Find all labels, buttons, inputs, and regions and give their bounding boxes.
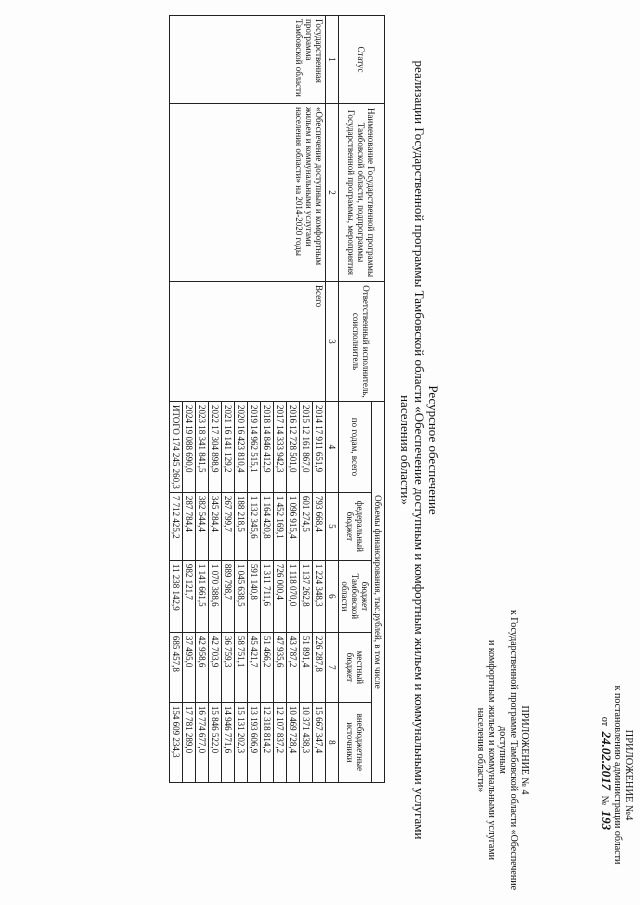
year-label: 2019 [249, 405, 259, 423]
offbudget-cell: 12 107 837,2 [274, 702, 287, 782]
local-cell: 47 935,6 [274, 632, 287, 702]
federal-cell: 382 544,4 [196, 492, 209, 560]
regional-cell: 1 070 388,6 [209, 560, 222, 632]
appendix-subtitle: к постановлению администрации области [612, 685, 623, 865]
header-executor: Ответственный исполнитель, соисполнитель [339, 282, 385, 402]
local-cell: 51 466,2 [261, 632, 274, 702]
year-total-cell [196, 402, 209, 493]
federal-cell: 287 784,4 [183, 492, 196, 560]
year-label: 2020 [236, 405, 246, 423]
date-value: 24.02.2017 [599, 731, 614, 791]
executor-cell: Всего [170, 282, 326, 402]
offbudget-cell: 15 846 522,0 [209, 702, 222, 782]
col-number: 6 [326, 560, 339, 632]
header-local: местный бюджет [339, 632, 372, 702]
year-total-cell [183, 402, 196, 493]
program-line-4: населения области» [475, 707, 486, 793]
federal-cell: 345 284,4 [209, 492, 222, 560]
offbudget-cell: 13 193 606,9 [248, 702, 261, 782]
federal-cell: 1 132 345,6 [248, 492, 261, 560]
program-line-2: к Государственной программе Тамбовской области «Обеспечение доступным [497, 609, 519, 891]
offbudget-cell: 10 371 438,3 [300, 702, 313, 782]
year-label: 2018 [262, 405, 272, 423]
year-total-cell [248, 402, 261, 493]
regional-cell: 1 118 070,0 [287, 560, 300, 632]
federal-cell: 188 218,5 [235, 492, 248, 560]
offbudget-cell: 14 946 771,6 [222, 702, 235, 782]
local-cell: 43 787,2 [287, 632, 300, 702]
total-value: 14 333 942,3 [275, 425, 285, 473]
local-cell: 226 287,8 [313, 632, 326, 702]
table-row [313, 16, 326, 783]
federal-cell: 1 164 420,8 [261, 492, 274, 560]
local-cell: 685 457,8 [170, 632, 183, 702]
title-line-2: реализации Государственной программы Тамбовской области «Обеспечение доступным и комфортным жильем и коммунальными услугами [412, 60, 427, 840]
total-value: 14 962 515,1 [249, 425, 259, 473]
federal-cell: 7 712 425,2 [170, 492, 183, 560]
number-value: 193 [599, 810, 614, 831]
local-cell: 36 759,3 [222, 632, 235, 702]
local-cell: 51 891,4 [300, 632, 313, 702]
year-label: 2016 [288, 405, 298, 423]
year-total-cell [222, 402, 235, 493]
total-value: 16 141 129,2 [223, 425, 233, 473]
header-offbudget: внебюджетные источники [339, 702, 372, 782]
offbudget-cell: 15 131 202,3 [235, 702, 248, 782]
year-total-cell [261, 402, 274, 493]
col-number: 1 [326, 16, 339, 104]
year-label: 2021 [223, 405, 233, 423]
local-cell: 42 958,6 [196, 632, 209, 702]
appendix-title: ПРИЛОЖЕНИЕ №4 [623, 729, 634, 821]
header-name: Наименование Государственной программы Тамбовской области, подпрограммы Государственной программы, мероприятия [339, 104, 385, 282]
header-volume: Объемы финансирования, тыс.рублей, в том числе [372, 402, 385, 783]
regional-cell: 1 045 638,5 [235, 560, 248, 632]
offbudget-cell: 10 469 728,4 [287, 702, 300, 782]
col-number: 7 [326, 632, 339, 702]
regional-cell: 1 141 661,5 [196, 560, 209, 632]
total-value: 12 161 867,0 [301, 425, 311, 473]
total-value: 14 846 412,9 [262, 425, 272, 473]
total-value: 18 341 841,5 [197, 425, 207, 473]
regional-cell: 1 311 711,6 [261, 560, 274, 632]
col-number: 5 [326, 492, 339, 560]
program-line-3: и комфортным жильем и коммунальными услугами [486, 639, 497, 861]
regional-cell: 889 798,7 [222, 560, 235, 632]
year-label: 2015 [301, 405, 311, 423]
federal-cell: 793 668,4 [313, 492, 326, 560]
program-name-cell: «Обеспечение доступным и комфортным жильем и коммунальными услугами населения области» на 2014-2020 годы [170, 104, 326, 282]
total-value: 17 304 898,9 [210, 425, 220, 473]
col-number: 3 [326, 282, 339, 402]
year-total-cell [287, 402, 300, 493]
appendix-date-line [599, 650, 612, 900]
year-label: 2023 [197, 405, 207, 423]
year-total-cell [170, 402, 183, 493]
offbudget-cell: 12 318 814,2 [261, 702, 274, 782]
header-federal: федеральный бюджет [339, 492, 372, 560]
col-number: 8 [326, 702, 339, 782]
regional-cell: 11 238 142,9 [170, 560, 183, 632]
regional-cell: 1 224 348,3 [313, 560, 326, 632]
header-by-year: по годам, всего [339, 402, 372, 493]
status-cell: Государственная программа Тамбовской области [170, 16, 326, 104]
year-total-cell [300, 402, 313, 493]
regional-cell: 982 121,7 [183, 560, 196, 632]
number-prefix: № [599, 795, 610, 806]
offbudget-cell: 16 774 677,0 [196, 702, 209, 782]
document-title [398, 20, 440, 880]
year-label: 2022 [210, 405, 220, 423]
year-total-cell [313, 402, 326, 493]
local-cell: 45 421,7 [248, 632, 261, 702]
program-appendix-title: ПРИЛОЖЕНИЕ № 4 [519, 705, 530, 795]
header-regional: бюджет Тамбовской области [339, 560, 372, 632]
total-value: 17 911 651,9 [314, 425, 324, 473]
program-header [475, 600, 530, 900]
year-total-cell [209, 402, 222, 493]
year-label: 2014 [314, 405, 324, 423]
offbudget-cell: 17 781 289,0 [183, 702, 196, 782]
year-total-cell [235, 402, 248, 493]
header-status: Статус [339, 16, 385, 104]
federal-cell: 267 799,7 [222, 492, 235, 560]
year-total-cell [274, 402, 287, 493]
appendix-header [599, 650, 634, 900]
year-label: ИТОГО [171, 405, 181, 435]
offbudget-cell: 15 667 347,4 [313, 702, 326, 782]
local-cell: 42 703,9 [209, 632, 222, 702]
regional-cell: 591 140,8 [248, 560, 261, 632]
federal-cell: 601 274,5 [300, 492, 313, 560]
regional-cell: 726 000,4 [274, 560, 287, 632]
federal-cell: 1 452 169,1 [274, 492, 287, 560]
total-value: 16 423 810,4 [236, 425, 246, 473]
regional-cell: 1 137 262,8 [300, 560, 313, 632]
total-value: 174 245 260,3 [171, 437, 181, 489]
local-cell: 58 751,1 [235, 632, 248, 702]
resource-table [169, 15, 385, 783]
date-prefix: от [599, 716, 610, 727]
title-line-1: Ресурсное обеспечение [426, 385, 441, 515]
total-value: 19 088 690,0 [184, 425, 194, 473]
total-value: 12 728 501,0 [288, 425, 298, 473]
local-cell: 37 495,0 [183, 632, 196, 702]
title-line-3: населения области» [398, 395, 413, 505]
col-number: 2 [326, 104, 339, 282]
offbudget-cell: 154 609 234,3 [170, 702, 183, 782]
year-label: 2024 [184, 405, 194, 423]
federal-cell: 1 096 915,4 [287, 492, 300, 560]
year-label: 2017 [275, 405, 285, 423]
col-number: 4 [326, 402, 339, 493]
